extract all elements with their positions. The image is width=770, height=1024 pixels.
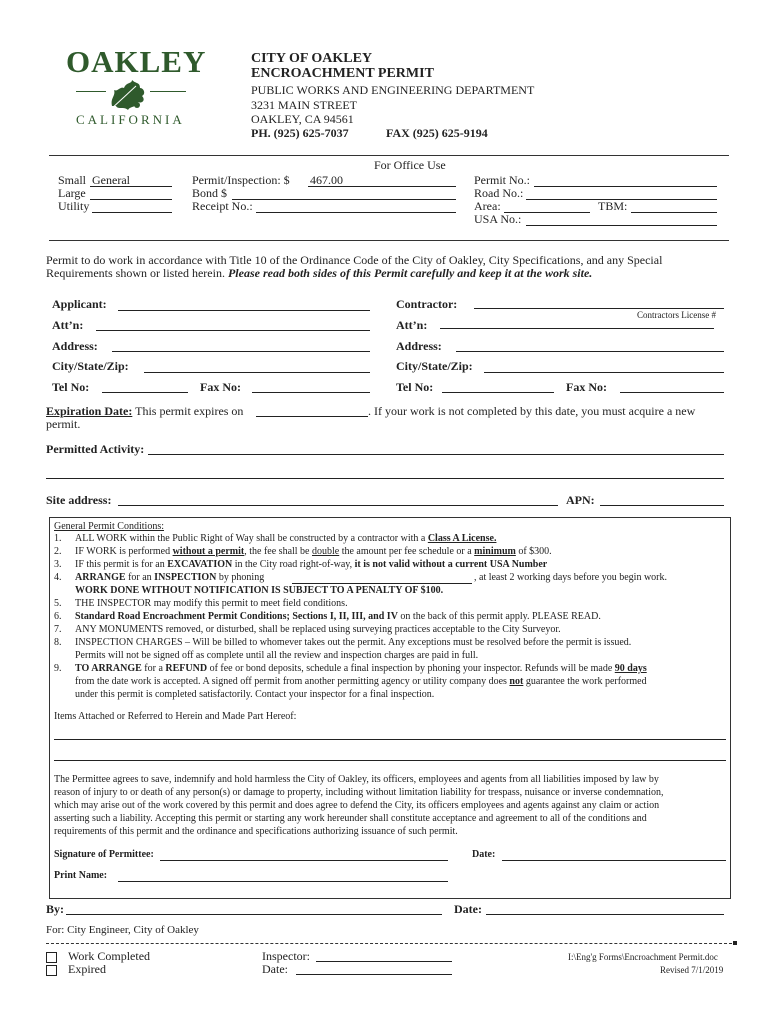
print-name-label: Print Name:: [54, 870, 108, 881]
c2-c: , the fee shall be: [244, 546, 312, 557]
footer-date-label: Date:: [262, 962, 288, 976]
expired-checkbox[interactable]: [46, 965, 57, 976]
c4-f: WORK DONE WITHOUT NOTIFICATION IS SUBJECT TO A PENALTY OF $100.: [75, 585, 444, 596]
street-address: 3231 MAIN STREET: [251, 98, 357, 112]
large-field[interactable]: [90, 199, 172, 200]
for-city-engineer: For: City Engineer, City of Oakley: [46, 924, 199, 936]
items-field-2[interactable]: [54, 760, 726, 761]
expired-label: Expired: [68, 962, 106, 976]
intro-line-1: Permit to do work in accordance with Title 10 of the Ordinance Code of the City of Oakley, City Specifications, and any Special: [46, 253, 663, 267]
applicant-attn-field[interactable]: [96, 330, 370, 331]
c4-a: ARRANGE: [75, 572, 126, 583]
applicant-fax-field[interactable]: [252, 392, 370, 393]
utility-label: Utility: [58, 199, 90, 213]
condition-7-num: 7.: [54, 624, 62, 635]
inspector-field[interactable]: [316, 961, 452, 962]
expiration-text-3: permit.: [46, 417, 81, 431]
contractor-tel-label: Tel No:: [396, 380, 434, 394]
city-state-zip: OAKLEY, CA 94561: [251, 112, 354, 126]
items-field-1[interactable]: [54, 739, 726, 740]
condition-2-num: 2.: [54, 546, 62, 557]
file-path: I:\Eng'g Forms\Encroachment Permit.doc: [568, 952, 718, 962]
contractor-fax-label: Fax No:: [566, 380, 607, 394]
condition-7: ANY MONUMENTS removed, or disturbed, shall be replaced using surveying practices acceptable to the City Surveyor.: [75, 624, 561, 635]
applicant-field[interactable]: [118, 310, 370, 311]
apn-field[interactable]: [600, 505, 724, 506]
permitted-activity-field-2[interactable]: [46, 478, 724, 479]
by-date-label: Date:: [454, 902, 482, 916]
phone-number: PH. (925) 625-7037: [251, 126, 349, 140]
road-no-label: Road No.:: [474, 186, 524, 200]
c4-c: INSPECTION: [154, 572, 217, 583]
intro-line-2b: Please read both sides of this Permit carefully and keep it at the work site.: [227, 266, 593, 280]
c2-a: IF WORK is performed: [75, 546, 173, 557]
c9-f: from the date work is accepted. A signed off permit from another permitting agency or utility company does: [75, 676, 510, 687]
c3-c: in the City road right-of-way,: [232, 559, 355, 570]
usa-label: USA No.:: [474, 212, 522, 226]
signature-field[interactable]: [160, 860, 448, 861]
indemnity-4: asserting such a liability. Accepting this permit or starting any work hereunder shall constitute acceptance and agreement to all of the conditions and: [54, 813, 647, 824]
revision-date: Revised 7/1/2019: [660, 965, 724, 975]
department: PUBLIC WORKS AND ENGINEERING DEPARTMENT: [251, 83, 535, 97]
contractor-fax-field[interactable]: [620, 392, 724, 393]
applicant-fax-label: Fax No:: [200, 380, 241, 394]
usa-field[interactable]: [526, 225, 717, 226]
c3-b: EXCAVATION: [167, 559, 233, 570]
c9-c: REFUND: [165, 663, 208, 674]
condition-1: [75, 533, 496, 544]
condition-8-num: 8.: [54, 637, 62, 648]
c2-e: the amount per fee schedule or a: [339, 546, 475, 557]
c9-b: for a: [141, 663, 166, 674]
contractor-field[interactable]: [474, 308, 724, 309]
condition-6-num: 6.: [54, 611, 62, 622]
contractor-attn-label: Att’n:: [396, 318, 428, 332]
c2-f: minimum: [474, 546, 516, 557]
receipt-field[interactable]: [256, 212, 456, 213]
footer-separator: [46, 943, 732, 944]
permit-no-label: Permit No.:: [474, 173, 530, 187]
permitted-activity-field-1[interactable]: [148, 454, 724, 455]
contractor-tel-field[interactable]: [442, 392, 554, 393]
c1-b: Class A License.: [427, 533, 497, 544]
footer-date-field[interactable]: [296, 974, 452, 975]
condition-6: [75, 611, 601, 622]
c4-d: by phoning: [216, 572, 265, 583]
indemnity-1: The Permittee agrees to save, indemnify and hold harmless the City of Oakley, its officers, employees and agents from all liabilities imposed by law by: [54, 774, 659, 785]
applicant-tel-field[interactable]: [102, 392, 188, 393]
area-label: Area:: [474, 199, 501, 213]
expiration-date-field[interactable]: [256, 416, 368, 417]
indemnity-2: reason of injury to or death of any person(s) or damage to property, including without limitation liability for trespass, nuisance or inverse condemnation,: [54, 787, 664, 798]
condition-4-num: 4.: [54, 572, 62, 583]
condition-9c: under this permit is completed satisfactorily. Contact your inspector for a final inspection.: [75, 689, 435, 700]
c2-g: of $300.: [515, 546, 552, 557]
inspector-label: Inspector:: [262, 949, 310, 963]
expiration-text-1: This permit expires on: [135, 404, 244, 418]
by-label: By:: [46, 902, 64, 916]
small-label: Small: [58, 173, 87, 187]
c9-d: of fee or bond deposits, schedule a final inspection by phoning your inspector. Refunds will be made: [207, 663, 615, 674]
condition-9a: [75, 663, 647, 674]
logo-state: CALIFORNIA: [76, 112, 185, 127]
c2-b: without a permit: [172, 546, 245, 557]
c9-h: guarantee the work performed: [523, 676, 647, 687]
c9-a: TO ARRANGE: [75, 663, 142, 674]
applicant-attn-label: Att’n:: [52, 318, 84, 332]
permitted-activity-label: Permitted Activity:: [46, 442, 145, 456]
logo-rule-left: [76, 91, 106, 92]
c6-b: on the back of this permit apply. PLEASE READ.: [397, 611, 601, 622]
signature-label: Signature of Permittee:: [54, 849, 154, 860]
form-title: ENCROACHMENT PERMIT: [251, 66, 434, 81]
applicant-citystatezip-field[interactable]: [144, 372, 370, 373]
condition-8b: Permits will not be signed off as complete until all the review and inspection charges are paid in full.: [75, 650, 479, 661]
tbm-label: TBM:: [598, 199, 628, 213]
condition-9-num: 9.: [54, 663, 62, 674]
permit-no-field[interactable]: [534, 186, 717, 187]
contractor-attn-field[interactable]: [440, 328, 714, 329]
small-value[interactable]: General: [92, 173, 130, 187]
contractor-license-label: Contractors License #: [637, 310, 716, 320]
site-address-label: Site address:: [46, 493, 112, 507]
print-name-field[interactable]: [118, 881, 448, 882]
oak-leaf-icon: [106, 78, 148, 112]
applicant-citystatezip-label: City/State/Zip:: [52, 359, 129, 373]
condition-3-num: 3.: [54, 559, 62, 570]
applicant-address-label: Address:: [52, 339, 98, 353]
condition-3: [75, 559, 547, 570]
city-name: CITY OF OAKLEY: [251, 51, 373, 66]
c3-d: it is not valid without a current USA Number: [354, 559, 548, 570]
logo-name: OAKLEY: [66, 44, 207, 79]
c3-a: IF this permit is for an: [75, 559, 168, 570]
receipt-label: Receipt No.:: [192, 199, 253, 213]
expiration-label: Expiration Date:: [46, 404, 133, 418]
by-date-field[interactable]: [486, 914, 724, 915]
c9-e: 90 days: [614, 663, 647, 674]
intro-line-2: [46, 266, 592, 281]
work-completed-label: Work Completed: [68, 949, 151, 963]
separator-end-dot: [733, 941, 737, 945]
condition-4: [75, 572, 264, 583]
small-field[interactable]: [90, 186, 172, 187]
large-label: Large: [58, 186, 86, 200]
c2-d: double: [312, 546, 340, 557]
condition-5-num: 5.: [54, 598, 62, 609]
fee-value[interactable]: 467.00: [310, 173, 343, 187]
condition-2: [75, 546, 552, 557]
fee-field[interactable]: [308, 186, 456, 187]
office-use-heading: For Office Use: [374, 158, 446, 172]
logo-rule-right: [150, 91, 186, 92]
intro-line-2a: Requirements shown or listed herein.: [46, 266, 225, 280]
by-field[interactable]: [66, 914, 442, 915]
contractor-address-field[interactable]: [456, 351, 724, 352]
condition-5: THE INSPECTOR may modify this permit to meet field conditions.: [75, 598, 348, 609]
apn-label: APN:: [566, 493, 595, 507]
condition-9b: [75, 676, 647, 687]
c4-b: for an: [125, 572, 155, 583]
signature-date-field[interactable]: [502, 860, 726, 861]
expiration-text-2: . If your work is not completed by this date, you must acquire a new: [368, 404, 696, 418]
signature-date-label: Date:: [472, 849, 496, 860]
condition-1-num: 1.: [54, 533, 62, 544]
conditions-heading: General Permit Conditions:: [54, 521, 164, 532]
applicant-address-field[interactable]: [112, 351, 370, 352]
bond-field[interactable]: [232, 199, 456, 200]
c4-e: , at least 2 working days before you begin work.: [474, 572, 668, 583]
contractor-citystatezip-label: City/State/Zip:: [396, 359, 473, 373]
c9-g: not: [509, 676, 524, 687]
inspection-phone-field[interactable]: [292, 583, 472, 584]
contractor-label: Contractor:: [396, 297, 458, 311]
site-address-field[interactable]: [118, 505, 558, 506]
utility-field[interactable]: [92, 212, 172, 213]
contractor-address-label: Address:: [396, 339, 442, 353]
indemnity-3: which may arise out of the work covered by this permit and does agree to defend the City, its officers employees and agents against any claim or action: [54, 800, 660, 811]
condition-8a: INSPECTION CHARGES – Will be billed to whomever takes out the permit. Any exceptions must be resolved before the permit is issued.: [75, 637, 632, 648]
applicant-label: Applicant:: [52, 297, 107, 311]
items-attached-label: Items Attached or Referred to Herein and Made Part Hereof:: [54, 711, 297, 722]
indemnity-5: requirements of this permit and the ordinance and specifications authorizing issuance of such permit.: [54, 826, 458, 837]
bond-label: Bond $: [192, 186, 228, 200]
c6-a: Standard Road Encroachment Permit Conditions; Sections I, II, III, and IV: [75, 611, 398, 622]
tbm-field[interactable]: [631, 212, 717, 213]
fee-label: Permit/Inspection: $: [192, 173, 290, 187]
fax-number: FAX (925) 625-9194: [386, 126, 488, 140]
applicant-tel-label: Tel No:: [52, 380, 90, 394]
work-completed-checkbox[interactable]: [46, 952, 57, 963]
contractor-citystatezip-field[interactable]: [484, 372, 724, 373]
c1-a: ALL WORK within the Public Right of Way shall be constructed by a contractor with a: [75, 533, 428, 544]
